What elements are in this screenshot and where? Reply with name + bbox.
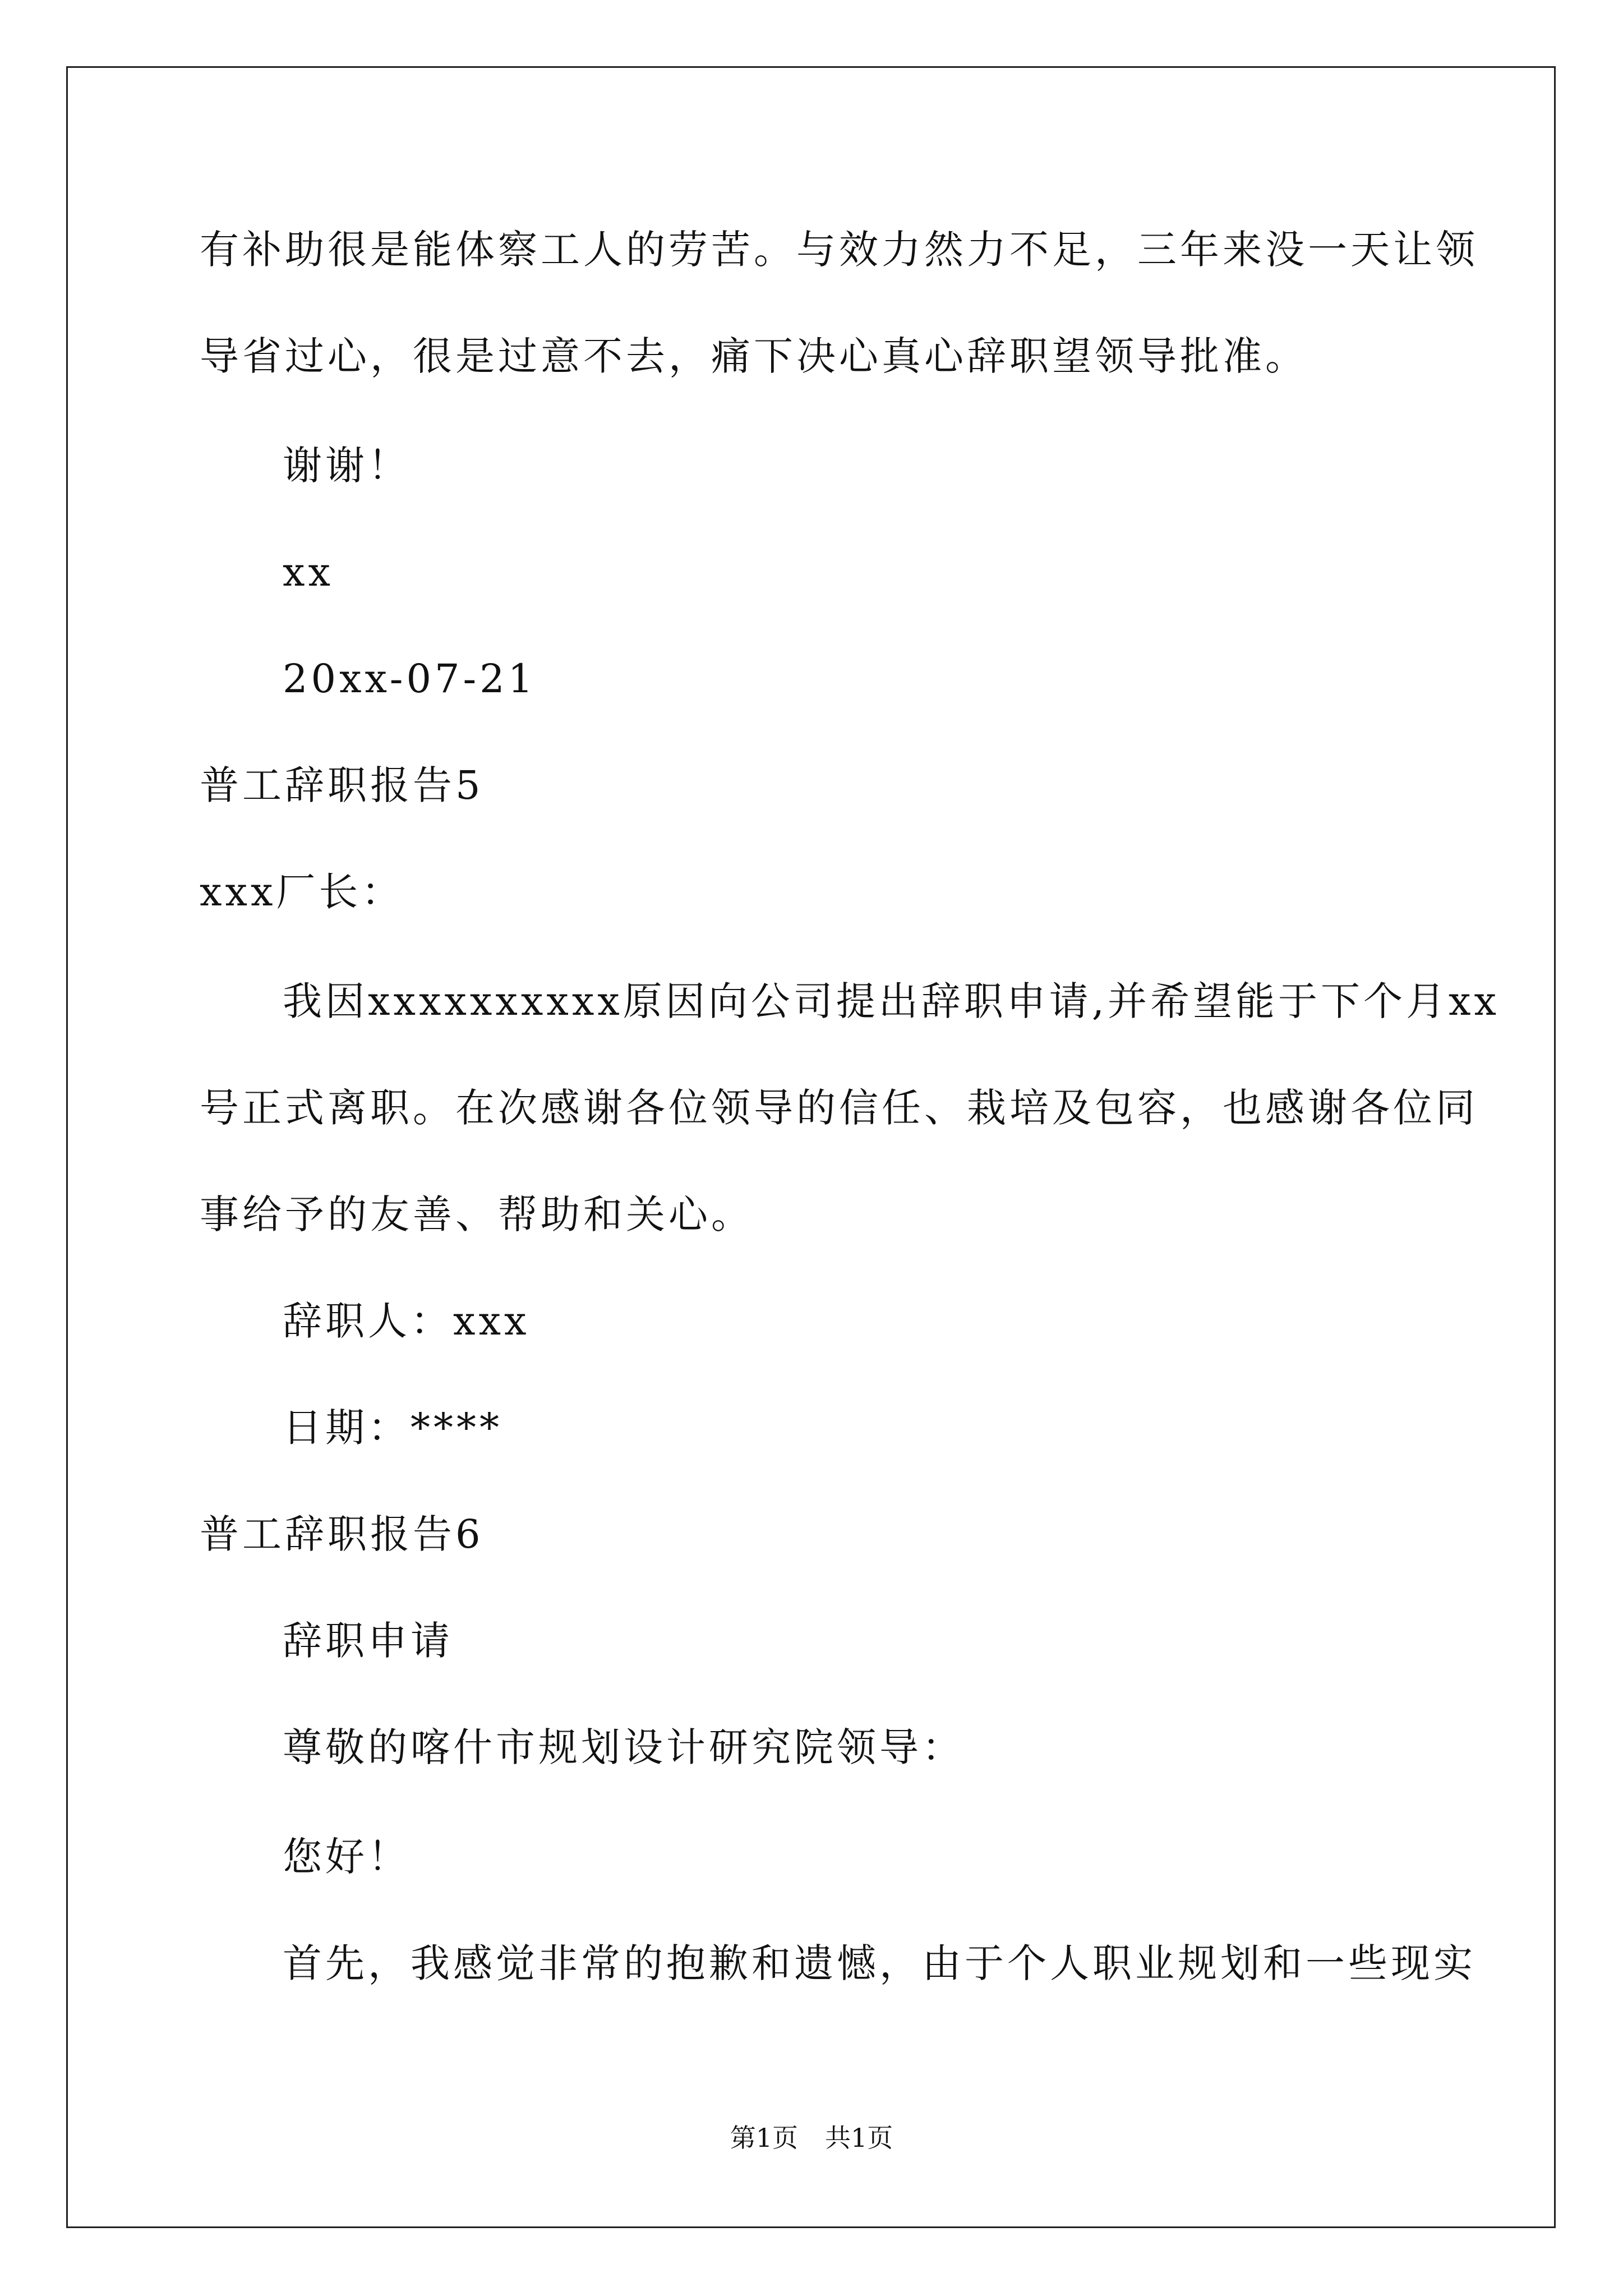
body-line-9: 号正式离职。在次感谢各位领导的信任、栽培及包容，也感谢各位同 bbox=[200, 1085, 1478, 1131]
body-line-3: 谢谢！ bbox=[283, 443, 411, 489]
body-line-1: 有补助很是能体察工人的劳苦。与效力然力不足，三年来没一天让领 bbox=[200, 227, 1478, 273]
body-line-4: xx bbox=[283, 549, 334, 595]
body-line-2: 导省过心，很是过意不去，痛下决心真心辞职望领导批准。 bbox=[200, 333, 1308, 379]
signature-line: 辞职人：xxx bbox=[283, 1298, 530, 1344]
recipient-line: 尊敬的喀什市规划设计研究院领导： bbox=[283, 1724, 965, 1770]
body-line-17: 首先，我感觉非常的抱歉和遗憾，由于个人职业规划和一些现实 bbox=[283, 1940, 1476, 1986]
body-line-10: 事给予的友善、帮助和关心。 bbox=[200, 1191, 754, 1237]
body-line-5: 20xx-07-21 bbox=[283, 656, 537, 702]
page-border bbox=[66, 66, 1556, 2228]
page-footer bbox=[0, 2125, 1623, 2151]
page-current: 第1页 bbox=[730, 2123, 798, 2153]
page-total: 共1页 bbox=[825, 2123, 893, 2153]
body-line-8: 我因xxxxxxxxxx原因向公司提出辞职申请,并希望能于下个月xx bbox=[283, 978, 1500, 1024]
section-heading-5: 普工辞职报告5 bbox=[200, 762, 484, 808]
salutation-line: xxx厂长： bbox=[200, 869, 404, 915]
letter-title: 辞职申请 bbox=[283, 1618, 453, 1664]
section-heading-6: 普工辞职报告6 bbox=[200, 1511, 484, 1557]
greeting-line: 您好！ bbox=[283, 1834, 411, 1880]
date-line: 日期：**** bbox=[283, 1405, 502, 1451]
